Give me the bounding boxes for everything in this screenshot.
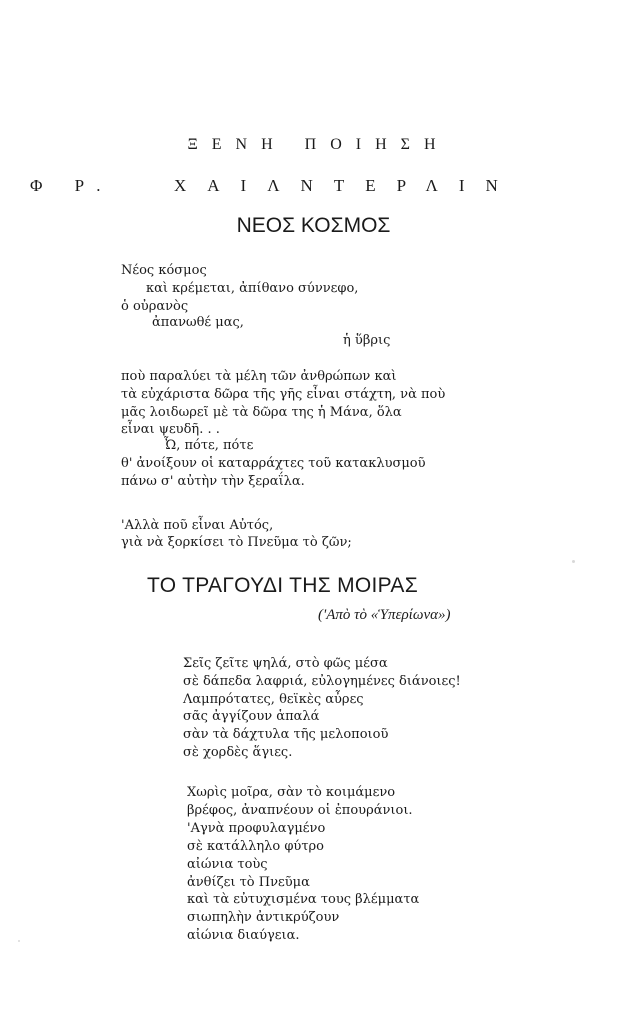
poem-line: Σεῖς ζεῖτε ψηλά, στὸ φῶς μέσα xyxy=(183,656,388,671)
poem-line: σὲ κατάλληλο φύτρο xyxy=(187,839,324,854)
poem-line: γιὰ νὰ ξορκίσει τὸ Πνεῦμα τὸ ζῶν; xyxy=(121,535,352,550)
poem-line: Νέος κόσμος xyxy=(121,263,207,278)
poem-line: καὶ τὰ εὐτυχισμένα τους βλέμματα xyxy=(187,892,420,907)
poem-line: ποὺ παραλύει τὰ μέλη τῶν ἀνθρώπων καὶ xyxy=(121,369,397,384)
poem-title: ΤΟ ΤΡΑΓΟΥΔΙ ΤΗΣ ΜΟΙΡΑΣ xyxy=(147,574,419,597)
poem-line: ἀνθίζει τὸ Πνεῦμα xyxy=(187,875,310,890)
poem-line: σὲ χορδὲς ἅγιες. xyxy=(183,745,293,760)
poem-line: βρέφος, ἀναπνέουν οἱ ἐπουράνιοι. xyxy=(187,803,413,818)
poem-line: ὁ οὐρανὸς xyxy=(121,299,189,314)
poem-line: εἶναι ψευδῆ. . . xyxy=(121,422,220,437)
author-initials: Φ Ρ. xyxy=(30,176,115,195)
poem-line: Λαμπρότατες, θεϊκὲς αὖρες xyxy=(183,692,364,707)
poem-line: σὲ δάπεδα λαφριά, εὐλογημένες διάνοιες! xyxy=(183,674,461,689)
scan-mark xyxy=(572,560,575,563)
poem-line: ἡ ὕβρις xyxy=(343,333,391,348)
poem-line: 'Αγνὰ προφυλαγμένο xyxy=(187,821,326,836)
poem-line: θ' ἀνοίξουν οἱ καταρράχτες τοῦ κατακλυσμοῦ xyxy=(121,456,426,471)
poem-line: σᾶς ἀγγίζουν ἁπαλά xyxy=(183,709,320,724)
poem-line: αἰώνια διαύγεια. xyxy=(187,928,300,943)
poem-line: καὶ κρέμεται, ἀπίθανο σύννεφο, xyxy=(146,281,359,296)
poem-line: Ὦ, πότε, πότε xyxy=(164,438,254,453)
poem-line: πάνω σ' αὐτὴν τὴν ξεραΐλα. xyxy=(121,474,305,489)
section-header: ΞΕΝΗ ΠΟΙΗΣΗ xyxy=(187,136,450,153)
author-surname: ΧΑΙΛΝΤΕΡΛΙΝ xyxy=(174,176,519,195)
poem-source-note: ('Απὸ τὸ «Ὑπερίωνα») xyxy=(318,607,451,623)
poem-line: μᾶς λοιδωρεῖ μὲ τὰ δῶρα της ἡ Μάνα, ὅλα xyxy=(121,405,402,420)
poem-line: Χωρὶς μοῖρα, σὰν τὸ κοιμάμενο xyxy=(187,785,396,800)
poem-line: τὰ εὐχάριστα δῶρα τῆς γῆς εἶναι στάχτη, νὰ ποὺ xyxy=(121,387,446,402)
poem-line: αἰώνια τοὺς xyxy=(187,857,268,872)
poem-line: ἀπανωθέ μας, xyxy=(152,315,244,330)
poem-line: 'Αλλὰ ποῦ εἶναι Αὐτός, xyxy=(121,518,274,533)
poem-line: σιωπηλὴν ἀντικρύζουν xyxy=(187,910,340,925)
scan-mark xyxy=(18,940,20,942)
poem-title: ΝΕΟΣ ΚΟΣΜΟΣ xyxy=(236,214,391,237)
poem-line: σὰν τὰ δάχτυλα τῆς μελοποιοῦ xyxy=(183,727,389,742)
